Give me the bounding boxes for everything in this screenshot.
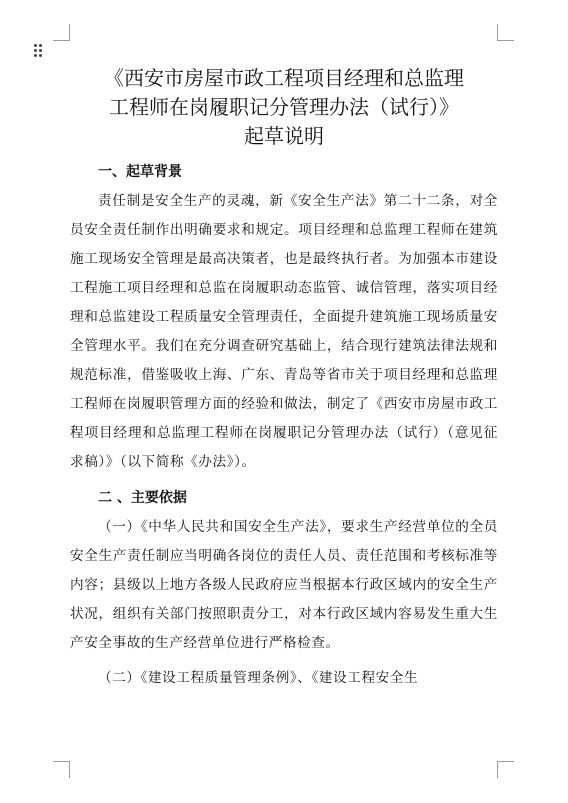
crop-mark-bottom-left [53,761,70,778]
title-line-3: 起草说明 [244,124,324,148]
paragraph-background: 责任制是安全生产的灵魂，新《安全生产法》第二十二条，对全员安全责任制作出明确要求和规定。项目经理和总监理工程师在建筑施工现场安全管理是最高决策者，也是最终执行者。为加强本市建设工程施工项目经理和总监在岗履职动态监管、诚信管理，落实项目经理和总监建设工程质量安全管理责任，全面提升建筑施工现场质量安全管理水平。我们在充分调查研究基础上，结合现行建筑法律法规和规范标准，借鉴吸收上海、广东、青岛等省市关于项目经理和总监理工程师在岗履职管理方面的经验和做法，制定了《西安市房屋市政工程项目经理和总监理工程师在岗履职记分管理办法（试行）（意见征求稿）》（以下简称《办法》）。 [70,193,498,470]
document-title [70,64,498,151]
title-line-1: 《西安市房屋市政工程项目经理和总监理 [104,66,464,90]
paragraph-basis-1: （一）《中华人民共和国安全生产法》，要求生产经营单位的全员安全生产责任制应当明确各岗位的责任人员、责任范围和考核标准等内容；县级以上地方各级人民政府应当根据本行政区域内的安全生产状况，组织有关部门按照职责分工，对本行政区域内容易发生重大生产安全事故的生产经营单位进行严格检查。 [70,519,498,651]
crop-mark-top-right [497,24,514,41]
crop-mark-bottom-right [497,761,514,778]
section-heading-background: 一、起草背景 [98,164,182,180]
paragraph-basis-2: （二）《建设工程质量管理条例》、《建设工程安全生 [98,670,419,686]
crop-mark-top-left [53,24,70,41]
document-page [70,64,498,693]
drag-handle-icon[interactable] [34,44,44,58]
title-line-2: 工程师在岗履职记分管理办法（试行）》 [109,95,459,119]
section-heading-basis: 二 、主要依据 [98,490,187,506]
